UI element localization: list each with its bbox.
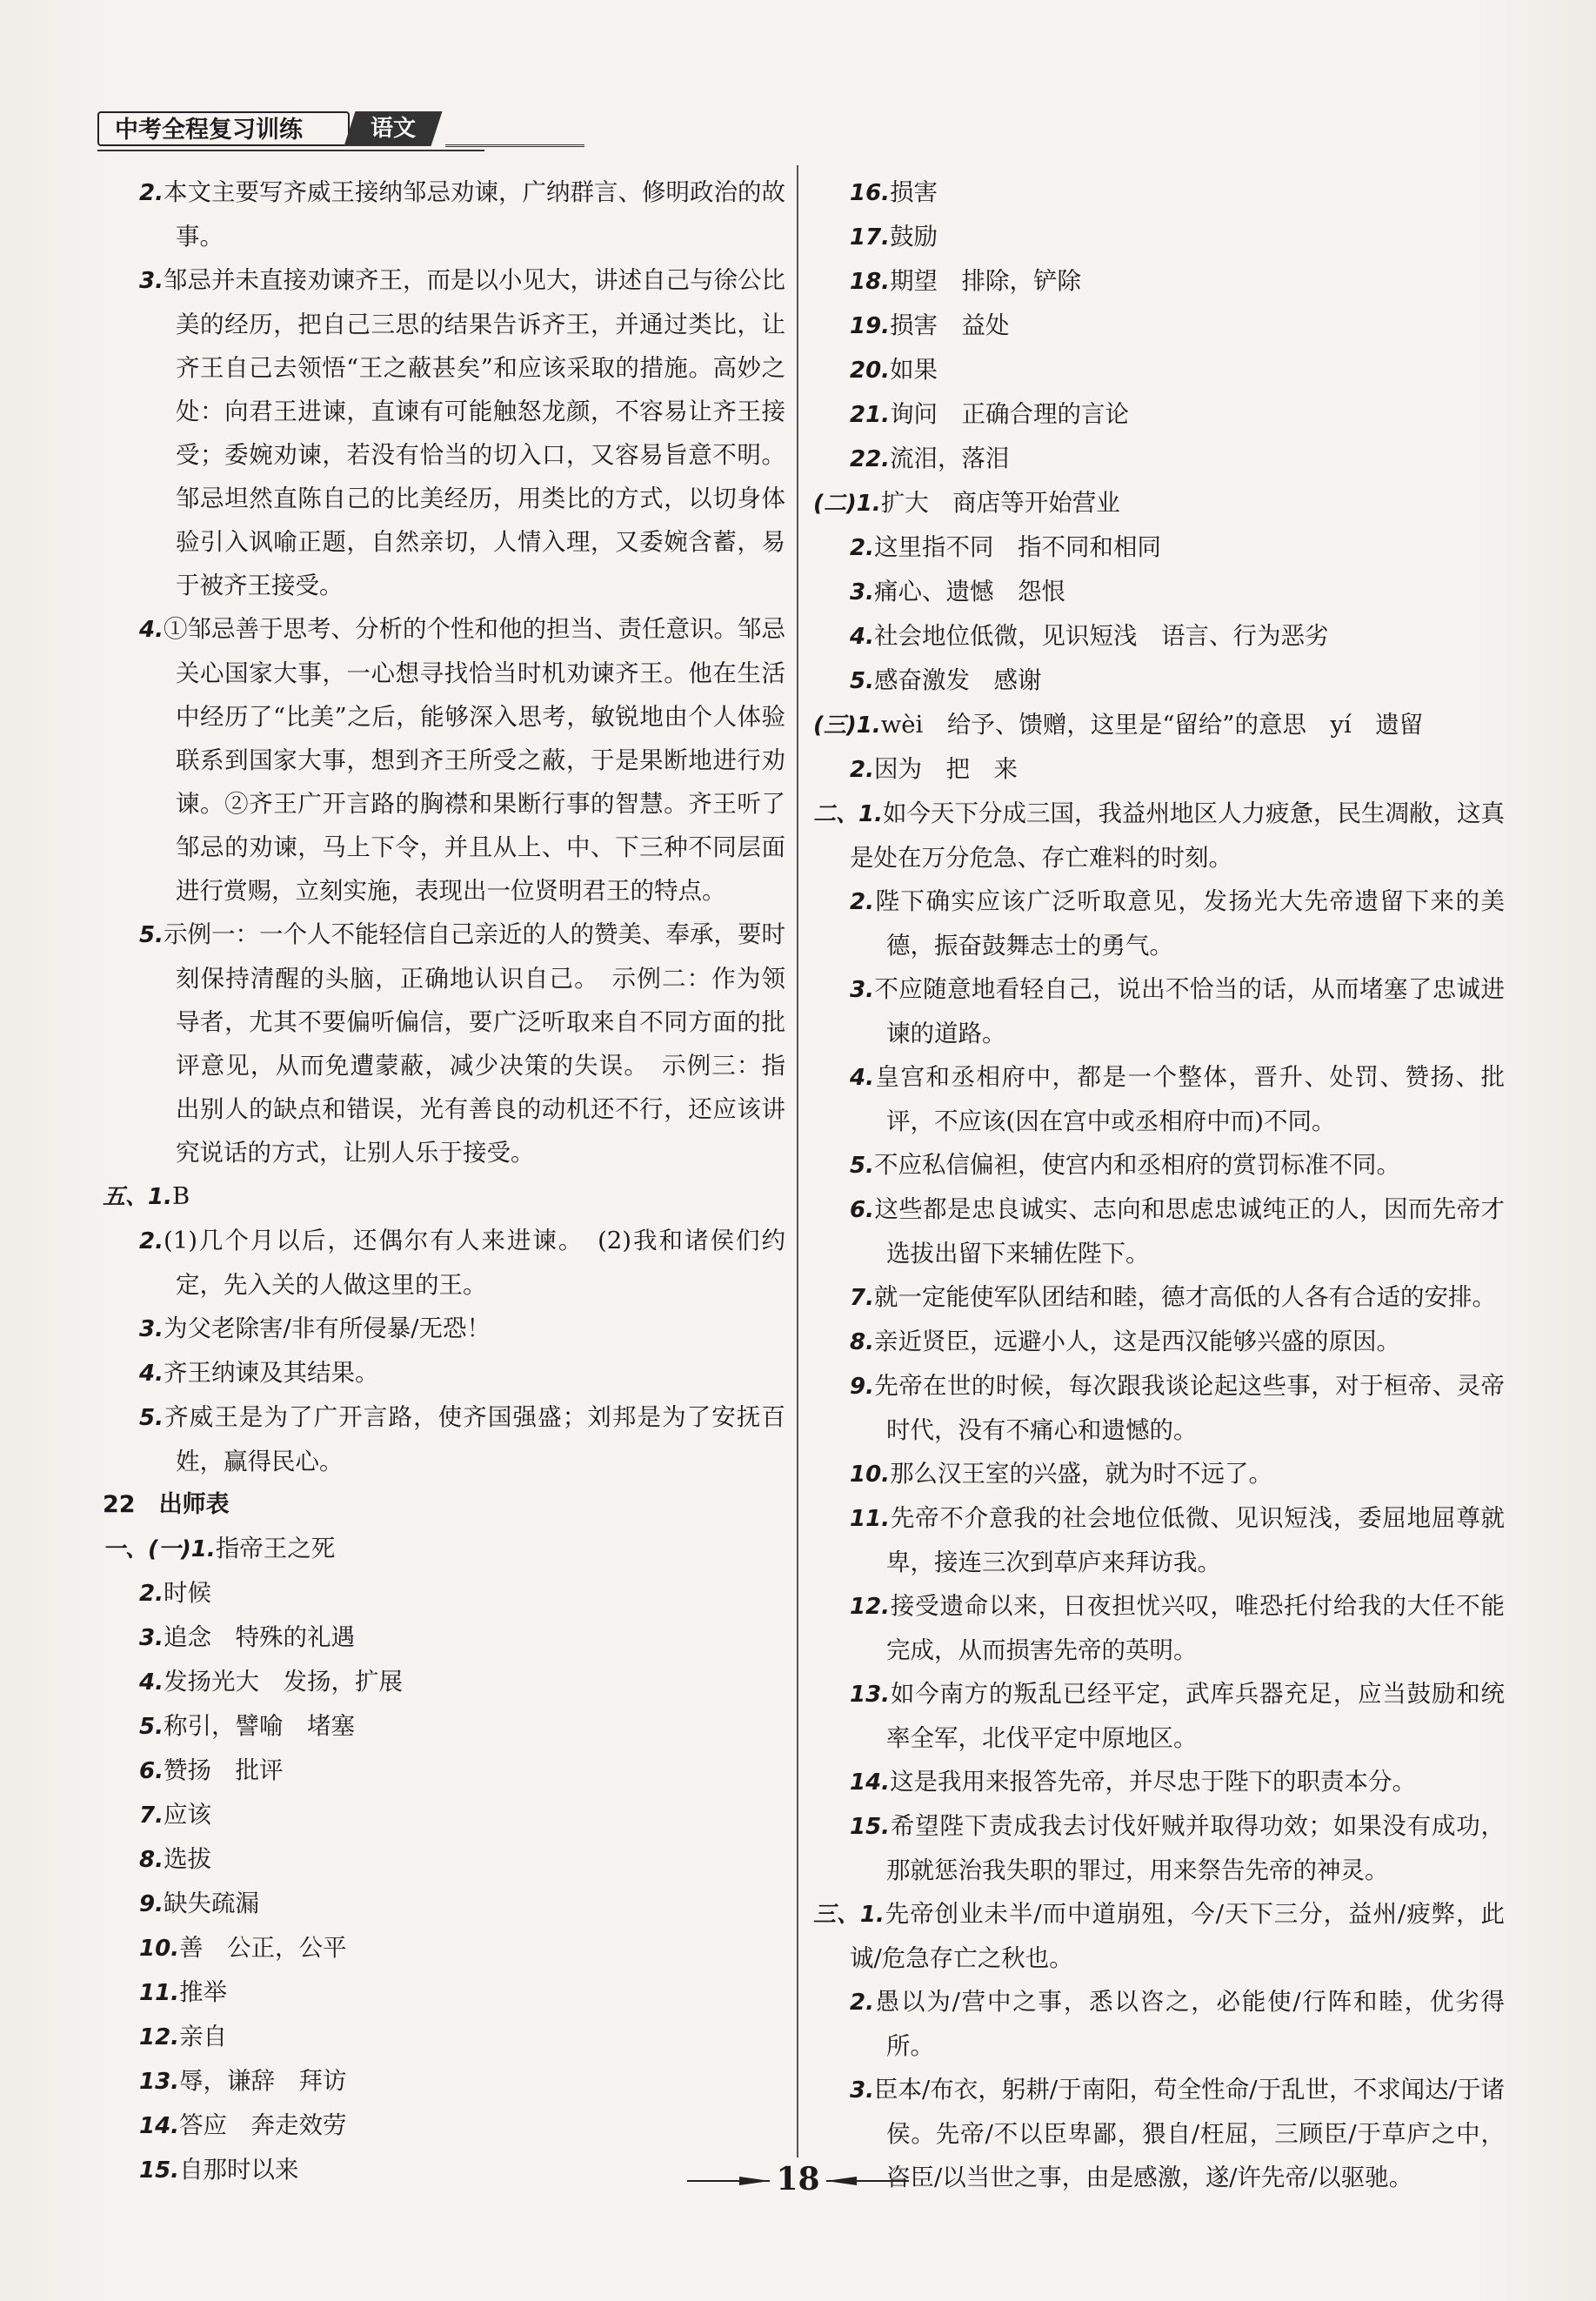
item-number: 20. [850, 358, 891, 384]
item-number: 14. [850, 1769, 891, 1796]
answer-item [103, 1793, 785, 1837]
answer-item [103, 258, 785, 607]
answer-item [103, 1174, 785, 1219]
item-text: 赞扬 批评 [163, 1756, 284, 1784]
answer-item [813, 880, 1505, 967]
item-number: 5. [850, 1153, 874, 1179]
item-number: 3. [139, 268, 164, 294]
answer-item [813, 1496, 1505, 1584]
item-number: 6. [139, 1758, 164, 1784]
item-number: 11. [850, 1506, 891, 1532]
item-number: 一、(一)1. [103, 1536, 216, 1562]
item-text: 皇宫和丞相府中，都是一个整体，晋升、处罚、赞扬、批评，不应该(因在宫中或丞相府中而)不同。 [873, 1063, 1505, 1135]
item-text: 如果 [890, 356, 938, 384]
answer-item [103, 2015, 785, 2059]
running-header [97, 111, 489, 150]
answer-item [103, 1615, 785, 1660]
item-text: 本文主要写齐威王接纳邹忌劝谏，广纳群言、修明政治的故事。 [163, 178, 785, 251]
item-text: 先帝在世的时候，每次跟我谈论起这些事，对于桓帝、灵帝时代，没有不痛心和遗憾的。 [873, 1372, 1505, 1444]
item-text: 应该 [163, 1801, 211, 1829]
left-column [103, 171, 785, 2192]
item-text: 这是我用来报答先帝，并尽忠于陛下的职责本分。 [890, 1768, 1417, 1796]
item-text: 先帝不介意我的社会地位低微、见识短浅，委屈地屈尊就卑，接连三次到草庐来拜访我。 [886, 1504, 1505, 1576]
answer-item [103, 2059, 785, 2104]
item-text: 22 出师表 [103, 1491, 230, 1518]
answer-item [103, 1571, 785, 1615]
item-number: 12. [139, 2024, 180, 2050]
item-text: 陛下确实应该广泛听取意见，发扬光大先帝遗留下来的美德，振奋鼓舞志士的勇气。 [873, 887, 1505, 960]
item-text: 期望 排除，铲除 [890, 267, 1082, 295]
answer-item [813, 392, 1505, 437]
answer-item [103, 607, 785, 913]
page-number: 18 [776, 2161, 820, 2197]
answer-item [813, 792, 1505, 880]
answer-item [103, 171, 785, 258]
item-text: 追念 特殊的礼遇 [163, 1623, 355, 1651]
item-text: 这些都是忠良诚实、志向和思虑忠诚纯正的人，因而先帝才选拔出留下来辅佐陛下。 [873, 1195, 1505, 1268]
answer-item [813, 1187, 1505, 1275]
item-text: 流泪，落泪 [890, 445, 1010, 472]
item-text: 这里指不同 指不同和相同 [873, 533, 1161, 561]
item-number: 五、1. [103, 1184, 172, 1210]
answer-item [813, 481, 1505, 525]
answer-item [103, 1660, 785, 1704]
answer-item [813, 1364, 1505, 1452]
header-rule [445, 144, 584, 147]
answer-item [813, 1320, 1505, 1364]
item-text: 齐王纳谏及其结果。 [163, 1359, 379, 1387]
item-number: 3. [850, 579, 874, 605]
item-number: 8. [850, 1329, 874, 1355]
answer-item [813, 1672, 1505, 1760]
item-text: 扩大 商店等开始营业 [880, 489, 1120, 517]
answer-item [813, 967, 1505, 1055]
book-title: 中考全程复习训练 [97, 111, 350, 146]
item-number: 4. [139, 1361, 164, 1387]
item-text: 时候 [163, 1579, 211, 1607]
answer-item [813, 614, 1505, 659]
answer-item [103, 1527, 785, 1571]
item-number: 19. [850, 313, 891, 339]
item-text: 如今天下分成三国，我益州地区人力疲惫，民生凋敝，这真是处在万分危急、存亡难料的时刻。 [850, 799, 1506, 872]
item-text: 示例一：一个人不能轻信自己亲近的人的赞美、奉承，要时刻保持清醒的头脑，正确地认识自己。 示例二：作为领导者，尤其不要偏听偏信，要广泛听取来自不同方面的批评意见，从而免遭蒙蔽，减少决策的失误。 示例三：指出别人的缺点和错误，光有善良的动机还不行，还应该讲究说话的方式，让别人乐于接受。 [163, 920, 785, 1167]
answer-item [813, 570, 1505, 614]
item-number: 14. [139, 2113, 180, 2139]
column-divider [797, 165, 798, 2157]
item-text: 损害 [890, 178, 938, 206]
answer-item [813, 1760, 1505, 1804]
answer-item [103, 1882, 785, 1926]
item-text: 如今南方的叛乱已经平定，武库兵器充足，应当鼓励和统率全军，北伐平定中原地区。 [886, 1680, 1505, 1752]
item-number: 3. [850, 977, 874, 1003]
item-text: 臣本/布衣，躬耕/于南阳，苟全性命/于乱世，不求闻达/于诸侯。先帝/不以臣卑鄙，猥自/枉屈，三顾臣/于草庐之中，咨臣/以当世之事，由是感激，遂/许先帝/以驱驰。 [873, 2076, 1505, 2191]
item-text: 齐威王是为了广开言路，使齐国强盛；刘邦是为了安抚百姓，赢得民心。 [163, 1403, 785, 1475]
item-text: 辱，谦辞 拜访 [179, 2067, 347, 2095]
item-text: 亲自 [179, 2023, 228, 2050]
answer-item [813, 1143, 1505, 1187]
answer-item [813, 171, 1505, 215]
item-text: 选拔 [163, 1845, 211, 1873]
item-text: 指帝王之死 [215, 1535, 336, 1562]
item-text: 接受遗命以来，日夜担忧兴叹，唯恐托付给我的大任不能完成，从而损害先帝的英明。 [886, 1592, 1505, 1664]
item-number: 5. [139, 1405, 164, 1431]
item-text: B [171, 1182, 190, 1210]
footer-ornament-right [826, 2177, 909, 2185]
item-number: 2. [850, 1990, 874, 2016]
item-number: 12. [850, 1594, 891, 1620]
item-text: 损害 益处 [890, 311, 1010, 339]
item-text: 发扬光大 发扬，扩展 [163, 1668, 403, 1696]
answer-item [813, 1892, 1505, 1980]
item-number: 17. [850, 224, 891, 251]
item-number: (二)1. [813, 491, 881, 517]
answer-item [813, 659, 1505, 703]
item-number: 2. [850, 535, 874, 561]
item-number: 13. [850, 1682, 891, 1708]
item-number: 13. [139, 2069, 180, 2095]
answer-item [103, 1395, 785, 1483]
item-number: 2. [139, 180, 164, 206]
answer-item [813, 304, 1505, 348]
page-footer [0, 2157, 1596, 2210]
item-number: 16. [850, 180, 891, 206]
section-title [103, 1483, 785, 1527]
item-number: 2. [850, 757, 874, 783]
item-number: 4. [850, 624, 874, 650]
item-text: 希望陛下责成我去讨伐奸贼并取得功效；如果没有成功，那就惩治我失职的罪过，用来祭告先帝的神灵。 [886, 1812, 1505, 1884]
item-number: 8. [139, 1847, 164, 1873]
item-text: 就一定能使军队团结和睦，德才高低的人各有合适的安排。 [873, 1283, 1496, 1311]
item-text: 答应 奔走效劳 [179, 2111, 347, 2139]
item-number: 15. [850, 1814, 891, 1840]
answer-item [103, 913, 785, 1174]
item-number: 21. [850, 402, 891, 428]
answer-item [813, 215, 1505, 259]
item-number: 5. [850, 668, 874, 694]
answer-item [813, 1452, 1505, 1496]
item-text: 感奋激发 感谢 [873, 666, 1042, 694]
item-number: 2. [139, 1228, 164, 1254]
item-text: 称引，譬喻 堵塞 [163, 1712, 355, 1740]
answer-item [813, 525, 1505, 570]
item-text: 缺失疏漏 [163, 1890, 259, 1917]
item-number: 3. [139, 1625, 164, 1651]
subject-tab [344, 111, 443, 146]
answer-item [813, 1055, 1505, 1143]
item-text: 善 公正，公平 [179, 1934, 347, 1962]
subject-label: 语文 [370, 116, 416, 142]
item-number: 15. [139, 2157, 180, 2184]
answer-item [103, 1970, 785, 2015]
item-number: 11. [139, 1980, 180, 2006]
item-number: 9. [139, 1891, 164, 1917]
item-text: 鼓励 [890, 223, 938, 251]
item-number: 9. [850, 1374, 874, 1400]
item-text: 亲近贤臣，远避小人，这是西汉能够兴盛的原因。 [873, 1328, 1400, 1355]
item-number: 5. [139, 922, 164, 948]
item-text: 自那时以来 [179, 2156, 299, 2184]
item-text: ①邹忌善于思考、分析的个性和他的担当、责任意识。邹忌关心国家大事，一心想寻找恰当时机劝谏齐王。他在生活中经历了“比美”之后，能够深入思考，敏锐地由个人体验联系到国家大事，想到齐王所受之蔽，于是果断地进行劝谏。②齐王广开言路的胸襟和果断行事的智慧。齐王听了邹忌的劝谏，马上下令，并且从上、中、下三种不同层面进行赏赐，立刻实施，表现出一位贤明君王的特点。 [163, 615, 785, 905]
item-number: 7. [139, 1803, 164, 1829]
answer-item [103, 1307, 785, 1351]
item-text: 不应随意地看轻自己，说出不恰当的话，从而堵塞了忠诚进谏的道路。 [873, 975, 1505, 1047]
item-number: 7. [850, 1285, 874, 1311]
answer-item [813, 1275, 1505, 1320]
item-number: 3. [139, 1316, 164, 1342]
answer-item [813, 747, 1505, 792]
item-text: 因为 把 来 [873, 755, 1018, 783]
answer-item [813, 437, 1505, 481]
item-text: wèi 给予、馈赠，这里是“留给”的意思 yí 遗留 [880, 711, 1424, 739]
item-number: 4. [139, 1669, 164, 1696]
item-number: 二、1. [813, 801, 883, 827]
item-text: 那么汉王室的兴盛，就为时不远了。 [890, 1460, 1273, 1488]
answer-item [813, 1584, 1505, 1672]
item-number: 4. [850, 1065, 874, 1091]
answer-item [813, 703, 1505, 747]
item-text: (1)几个月以后，还偶尔有人来进谏。 (2)我和诸侯们约定，先入关的人做这里的王。 [163, 1227, 785, 1299]
answer-item [103, 1837, 785, 1882]
answer-item [813, 1804, 1505, 1892]
item-number: 18. [850, 269, 891, 295]
answer-item [103, 1351, 785, 1395]
item-text: 愚以为/营中之事，悉以咨之，必能使/行阵和睦，优劣得所。 [873, 1988, 1505, 2060]
item-number: 10. [139, 1936, 180, 1962]
item-number: 三、1. [813, 1902, 885, 1928]
answer-item [103, 1926, 785, 1970]
answer-item [103, 1219, 785, 1307]
item-text: 询问 正确合理的言论 [890, 400, 1130, 428]
item-number: 2. [139, 1581, 164, 1607]
item-text: 推举 [179, 1978, 228, 2006]
header-underline [97, 150, 484, 151]
answer-item [813, 1980, 1505, 2068]
answer-item [103, 1749, 785, 1793]
answer-item [103, 1704, 785, 1749]
item-text: 先帝创业未半/而中道崩殂，今/天下三分，益州/疲弊，此诚/危急存亡之秋也。 [850, 1900, 1506, 1972]
item-text: 为父老除害/非有所侵暴/无恐！ [163, 1314, 491, 1342]
answer-item [813, 259, 1505, 304]
item-number: 5. [139, 1714, 164, 1740]
right-column [813, 171, 1505, 2199]
item-text: 不应私信偏袒，使宫内和丞相府的赏罚标准不同。 [873, 1151, 1400, 1179]
item-number: 6. [850, 1197, 874, 1223]
answer-item [813, 348, 1505, 392]
item-number: 22. [850, 446, 891, 472]
item-number: 3. [850, 2077, 874, 2104]
item-number: (三)1. [813, 712, 881, 739]
item-number: 2. [850, 889, 874, 915]
item-text: 邹忌并未直接劝谏齐王，而是以小见大，讲述自己与徐公比美的经历，把自己三思的结果告诉齐王，并通过类比，让齐王自己去领悟“王之蔽甚矣”和应该采取的措施。高妙之处：向君王进谏，直谏有可能触怒龙颜，不容易让齐王接受；委婉劝谏，若没有恰当的切入口，又容易旨意不明。邹忌坦然直陈自己的比美经历，用类比的方式，以切身体验引入讽喻正题，自然亲切，人情入理，又委婉含蓄，易于被齐王接受。 [163, 266, 785, 599]
item-text: 痛心、遗憾 怨恨 [873, 578, 1065, 605]
answer-item [103, 2104, 785, 2148]
item-number: 10. [850, 1462, 891, 1488]
item-number: 4. [139, 617, 164, 643]
item-text: 社会地位低微，见识短浅 语言、行为恶劣 [873, 622, 1329, 650]
